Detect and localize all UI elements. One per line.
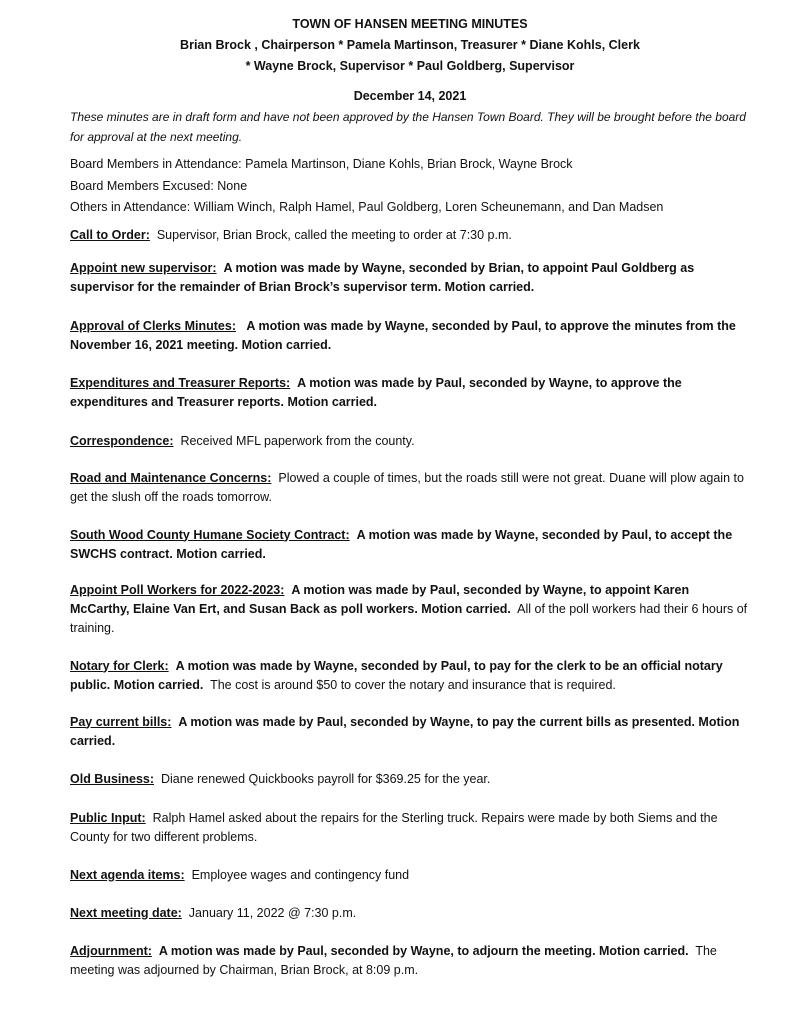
motion-text: A motion was made by Wayne, seconded by Paul, to accept the SWCHS contract. Motion carried.: [70, 527, 733, 561]
section-text: Plowed a couple of times, but the roads still were not great. Duane will plow again to get the slush off the roads tomorrow.: [70, 470, 744, 504]
section-pay-bills: [70, 713, 750, 751]
section-old-business: [70, 770, 750, 789]
section-heading: Pay current bills:: [70, 714, 172, 729]
section-heading: Road and Maintenance Concerns:: [70, 470, 272, 485]
motion-text: A motion was made by Wayne, seconded by Paul, to approve the minutes from the November 16, 2021 meeting. Motion carried.: [70, 318, 736, 352]
document-header: [70, 14, 750, 107]
attendance-block: [70, 154, 750, 219]
section-heading: Notary for Clerk:: [70, 658, 169, 673]
section-road-maintenance: [70, 469, 750, 507]
section-heading: Next meeting date:: [70, 905, 182, 920]
section-text: Ralph Hamel asked about the repairs for the Sterling truck. Repairs were made by both Siems and the County for two different problems.: [70, 810, 718, 844]
section-heading: Approval of Clerks Minutes:: [70, 318, 236, 333]
section-adjournment: [70, 942, 750, 980]
motion-text: A motion was made by Paul, seconded by Wayne, to approve the expenditures and Treasurer reports. Motion carried.: [70, 375, 682, 409]
section-humane-society-contract: [70, 526, 750, 564]
section-expenditures: [70, 374, 750, 412]
board-members-line-2: * Wayne Brock, Supervisor * Paul Goldberg, Supervisor: [245, 59, 575, 73]
document-title: TOWN OF HANSEN MEETING MINUTES: [292, 17, 528, 31]
section-heading: Public Input:: [70, 810, 146, 825]
meeting-date: December 14, 2021: [353, 89, 467, 103]
section-heading: Appoint new supervisor:: [70, 260, 217, 275]
motion-text: A motion was made by Wayne, seconded by Paul, to pay for the clerk to be an official notary public. Motion carried.: [70, 658, 723, 692]
section-heading: Call to Order:: [70, 227, 150, 242]
members-excused: Board Members Excused: None: [70, 178, 248, 193]
minutes-page: [70, 14, 750, 980]
section-next-agenda: [70, 866, 750, 885]
section-heading: Next agenda items:: [70, 867, 185, 882]
section-text: All of the poll workers had their 6 hours of training.: [70, 601, 748, 635]
section-text: The meeting was adjourned by Chairman, Brian Brock, at 8:09 p.m.: [70, 943, 717, 977]
others-in-attendance: Others in Attendance: William Winch, Ralph Hamel, Paul Goldberg, Loren Scheunemann, and Dan Madsen: [70, 200, 664, 214]
members-in-attendance: Board Members in Attendance: Pamela Martinson, Diane Kohls, Brian Brock, Wayne Brock: [70, 157, 573, 171]
section-heading: Appoint Poll Workers for 2022-2023:: [70, 582, 285, 597]
section-appoint-supervisor: [70, 259, 750, 297]
section-text: Received MFL paperwork from the county.: [180, 433, 415, 448]
section-text: Employee wages and contingency fund: [191, 867, 410, 882]
section-heading: Adjournment:: [70, 943, 152, 958]
section-next-meeting-date: [70, 904, 750, 923]
section-text: January 11, 2022 @ 7:30 p.m.: [188, 905, 357, 920]
section-correspondence: [70, 432, 750, 451]
motion-text: A motion was made by Wayne, seconded by Brian, to appoint Paul Goldberg as supervisor for the remainder of Brian Brock’s supervisor term. Motion carried.: [70, 260, 695, 294]
section-public-input: [70, 809, 750, 847]
section-call-to-order: [70, 226, 750, 245]
motion-text: A motion was made by Paul, seconded by Wayne, to adjourn the meeting. Motion carried.: [158, 943, 689, 958]
section-poll-workers: [70, 581, 750, 638]
motion-text: A motion was made by Paul, seconded by Wayne, to pay the current bills as presented. Motion carried.: [70, 714, 740, 748]
draft-disclaimer: These minutes are in draft form and have not been approved by the Hansen Town Board. They will be brought before the board for approval at the next meeting.: [70, 110, 746, 144]
section-approval-minutes: [70, 317, 750, 355]
section-heading: Old Business:: [70, 771, 155, 786]
section-text: Diane renewed Quickbooks payroll for $369.25 for the year.: [161, 771, 491, 786]
board-members-line-1: Brian Brock , Chairperson * Pamela Martinson, Treasurer * Diane Kohls, Clerk: [180, 38, 640, 52]
section-text: Supervisor, Brian Brock, called the meeting to order at 7:30 p.m.: [156, 227, 512, 242]
motion-text: A motion was made by Paul, seconded by Wayne, to appoint Karen McCarthy, Elaine Van Ert, and Susan Back as poll workers. Motion carried.: [70, 582, 690, 616]
section-heading: Correspondence:: [70, 433, 174, 448]
section-heading: Expenditures and Treasurer Reports:: [70, 375, 291, 390]
section-notary: [70, 657, 750, 695]
section-heading: South Wood County Humane Society Contract:: [70, 527, 350, 542]
section-text: The cost is around $50 to cover the notary and insurance that is required.: [210, 677, 616, 692]
